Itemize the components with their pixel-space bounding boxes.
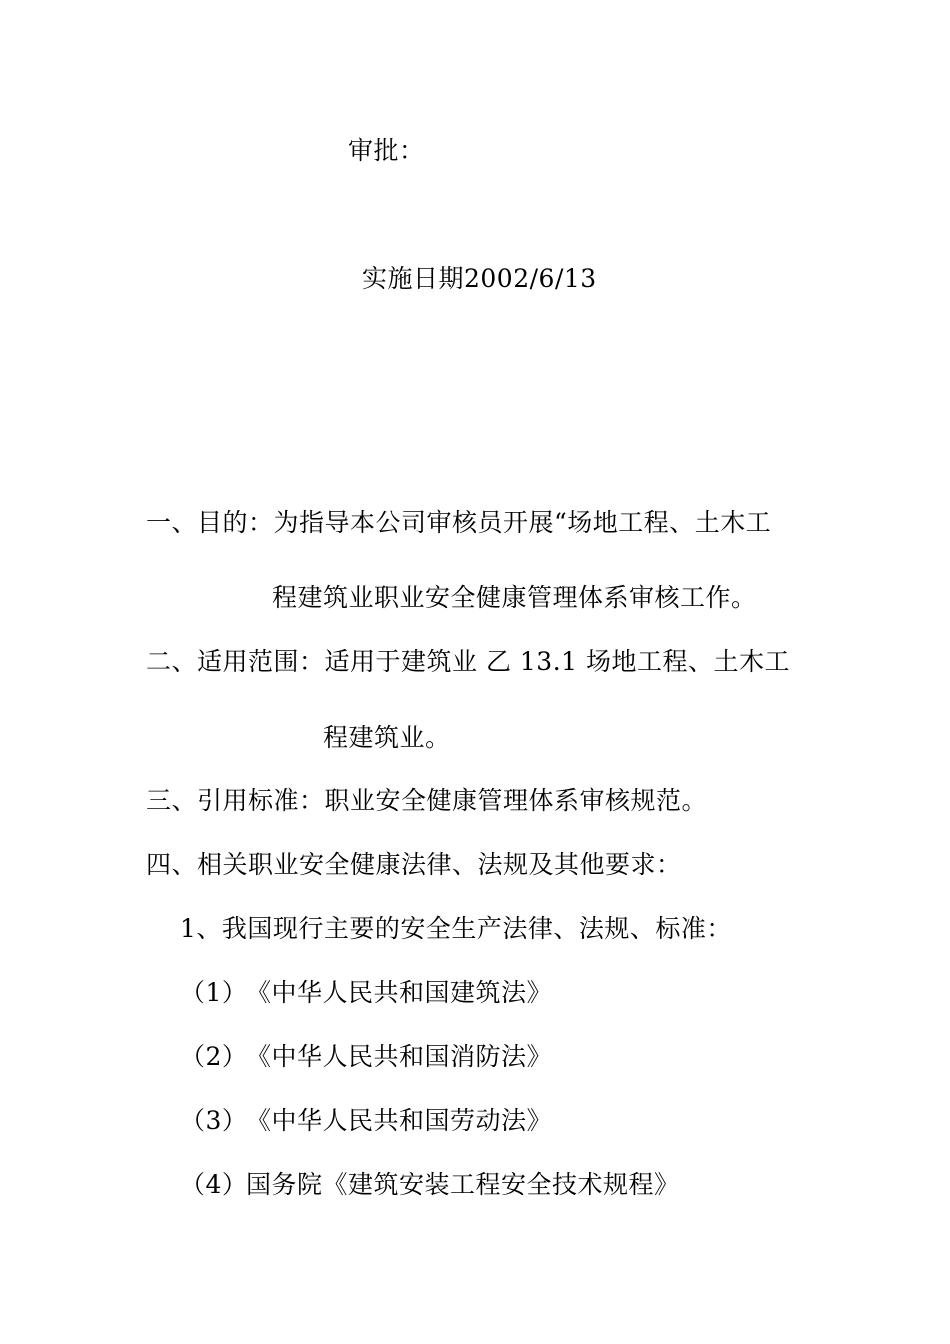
list-item-number: （2） (180, 1042, 248, 1071)
effective-date: 实施日期2002/6/13 (362, 264, 597, 293)
law-list-item (180, 1040, 552, 1074)
list-item-number: （4） (180, 1170, 248, 1199)
purpose-heading: 一、目的：为指导本公司审核员开展“场地工程、土木工 (146, 508, 772, 537)
related-laws-heading: 四、相关职业安全健康法律、法规及其他要求： (146, 850, 682, 879)
approval-label: 审批： (348, 136, 425, 165)
list-item-text: 《中华人民共和国建筑法》 (246, 978, 553, 1007)
list-item-number: （3） (180, 1106, 248, 1135)
law-list-item (180, 1168, 680, 1202)
law-list-item (180, 1104, 552, 1138)
law-list-item (180, 976, 552, 1010)
scope-continuation: 程建筑业。 (323, 723, 451, 752)
scope-heading: 二、适用范围：适用于建筑业 乙 13.1 场地工程、土木工 (146, 647, 791, 676)
list-item-number: （1） (180, 978, 248, 1007)
list-item-text: 《中华人民共和国消防法》 (246, 1042, 553, 1071)
list-item-text: 《中华人民共和国劳动法》 (246, 1106, 553, 1135)
list-item-text: 国务院《建筑安装工程安全技术规程》 (246, 1170, 680, 1199)
purpose-continuation: 程建筑业职业安全健康管理体系审核工作。 (272, 583, 757, 612)
subsection-heading: 1、我国现行主要的安全生产法律、法规、标准： (180, 914, 732, 943)
reference-standard-heading: 三、引用标准：职业安全健康管理体系审核规范。 (146, 786, 708, 815)
